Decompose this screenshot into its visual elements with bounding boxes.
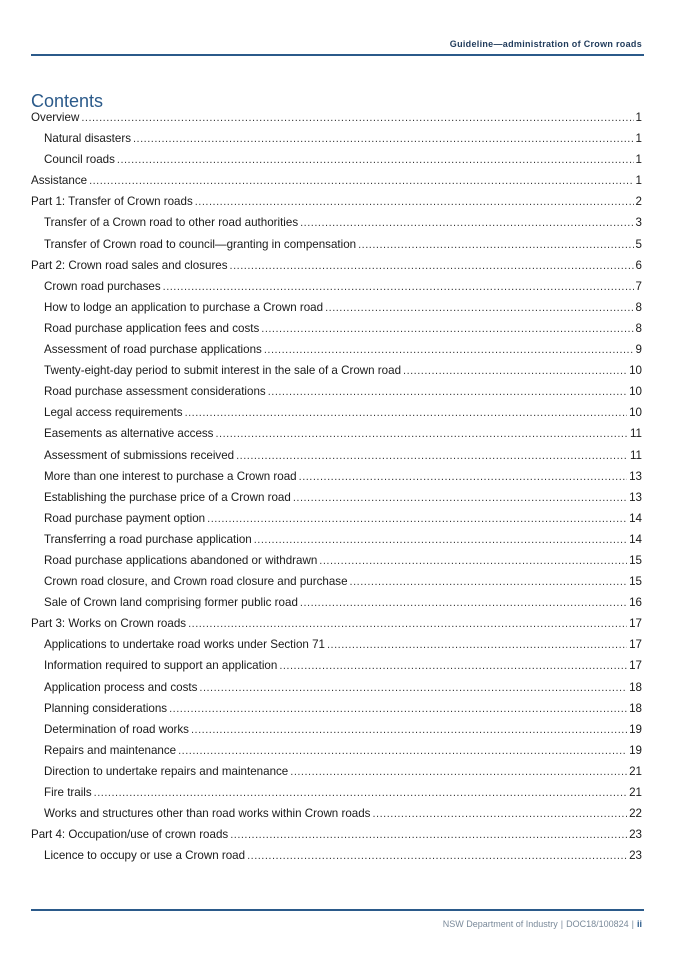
toc-entry-page[interactable]: 18 (629, 701, 642, 715)
toc-dot-leader (293, 488, 627, 509)
toc-entry-title[interactable]: Assessment of submissions received (44, 448, 235, 462)
toc-entry-page[interactable]: 10 (629, 406, 642, 420)
toc-dot-leader (268, 382, 627, 403)
toc-entry-title[interactable]: Crown road purchases (44, 279, 161, 293)
toc-entry[interactable] (31, 128, 642, 149)
toc-entry[interactable] (31, 445, 642, 466)
toc-entry[interactable] (31, 466, 642, 487)
toc-entry-page[interactable]: 6 (635, 258, 642, 272)
toc-entry-page[interactable]: 3 (635, 216, 642, 230)
toc-entry[interactable] (31, 761, 642, 782)
toc-entry[interactable] (31, 423, 642, 444)
toc-entry-title[interactable]: Licence to occupy or use a Crown road (44, 849, 246, 863)
toc-entry-title[interactable]: Twenty-eight-day period to submit interest in the sale of a Crown road (44, 364, 402, 378)
toc-entry-title[interactable]: Natural disasters (44, 132, 131, 146)
toc-entry-page[interactable]: 23 (629, 828, 642, 842)
toc-entry[interactable] (31, 107, 642, 128)
toc-entry-page[interactable]: 13 (629, 490, 642, 504)
toc-entry-page[interactable]: 8 (635, 321, 642, 335)
toc-dot-leader (188, 614, 627, 635)
toc-entry-page[interactable]: 15 (629, 575, 642, 589)
toc-dot-leader (403, 361, 627, 382)
toc-entry[interactable] (31, 508, 642, 529)
toc-entry[interactable] (31, 170, 642, 191)
toc-dot-leader (94, 783, 627, 804)
toc-dot-leader (133, 129, 634, 150)
toc-dot-leader (299, 467, 627, 488)
toc-entry-page[interactable]: 14 (629, 532, 642, 546)
toc-entry[interactable] (31, 740, 642, 761)
toc-entry-title[interactable]: Legal access requirements (44, 406, 183, 420)
toc-entry-page[interactable]: 16 (629, 596, 642, 610)
toc-entry-page[interactable]: 1 (635, 174, 642, 188)
toc-entry-title[interactable]: Fire trails (44, 786, 92, 799)
footer-rule (31, 909, 644, 911)
toc-entry[interactable] (31, 191, 642, 212)
toc-entry-title[interactable]: Transferring a road purchase application (44, 532, 252, 546)
toc-entry[interactable] (31, 550, 642, 571)
toc-dot-leader (117, 150, 634, 171)
toc-entry-page[interactable]: 1 (635, 111, 642, 124)
toc-entry[interactable] (31, 339, 642, 360)
table-of-contents (31, 107, 642, 866)
toc-dot-leader (300, 213, 633, 234)
toc-dot-leader (199, 678, 627, 699)
toc-entry-page[interactable]: 22 (629, 807, 642, 821)
toc-entry-page[interactable]: 10 (629, 385, 642, 399)
toc-dot-leader (264, 340, 634, 361)
toc-dot-leader (236, 446, 628, 467)
toc-entry-title[interactable]: Road purchase applications abandoned or withdrawn (44, 553, 318, 567)
toc-dot-leader (169, 699, 627, 720)
toc-dot-leader (89, 171, 633, 192)
toc-dot-leader (325, 298, 633, 319)
toc-entry-page[interactable]: 17 (629, 659, 642, 673)
toc-entry-page[interactable]: 11 (629, 427, 642, 441)
toc-entry-title[interactable]: More than one interest to purchase a Crown road (44, 469, 297, 483)
toc-dot-leader (191, 720, 627, 741)
toc-entry-title[interactable]: Part 2: Crown road sales and closures (31, 258, 228, 272)
toc-dot-leader (254, 530, 627, 551)
toc-entry[interactable] (31, 824, 642, 845)
toc-entry-page[interactable]: 19 (629, 722, 642, 736)
toc-dot-leader (261, 319, 633, 340)
toc-entry-title[interactable]: Road purchase assessment considerations (44, 385, 266, 399)
toc-dot-leader (195, 192, 634, 213)
page-footer (443, 919, 642, 929)
toc-dot-leader (230, 256, 634, 277)
toc-entry-title[interactable]: Assistance (31, 174, 88, 188)
toc-entry-title[interactable]: Works and structures other than road works within Crown roads (44, 807, 371, 821)
toc-entry[interactable] (31, 402, 642, 423)
toc-entry-title[interactable]: How to lodge an application to purchase a Crown road (44, 300, 324, 314)
toc-entry-page[interactable]: 19 (629, 743, 642, 757)
toc-dot-leader (247, 846, 627, 867)
toc-entry[interactable] (31, 845, 642, 866)
toc-entry-page[interactable]: 10 (629, 364, 642, 378)
toc-dot-leader (327, 635, 627, 656)
toc-entry[interactable] (31, 212, 642, 233)
toc-entry-page[interactable]: 9 (635, 343, 642, 357)
toc-entry-title[interactable]: Part 4: Occupation/use of crown roads (31, 828, 229, 842)
toc-entry-page[interactable]: 1 (635, 132, 642, 146)
toc-entry-title[interactable]: Repairs and maintenance (44, 743, 177, 757)
footer-separator: | (631, 919, 634, 929)
toc-entry[interactable] (31, 529, 642, 550)
toc-dot-leader (279, 656, 627, 677)
toc-dot-leader (230, 825, 627, 846)
toc-entry[interactable] (31, 381, 642, 402)
footer-department: NSW Department of Industry (442, 919, 558, 929)
toc-entry-title[interactable]: Planning considerations (44, 701, 168, 715)
toc-entry-page[interactable]: 7 (635, 279, 642, 293)
toc-entry-page[interactable]: 8 (635, 300, 642, 314)
toc-entry[interactable] (31, 655, 642, 676)
toc-entry[interactable] (31, 592, 642, 613)
footer-separator: | (560, 919, 564, 929)
toc-entry-page[interactable]: 21 (629, 764, 642, 778)
toc-entry-title[interactable]: Information required to support an application (44, 659, 278, 673)
toc-entry-page[interactable]: 17 (629, 617, 642, 631)
toc-entry-page[interactable]: 21 (629, 786, 642, 799)
toc-entry[interactable] (31, 571, 642, 592)
toc-entry-title[interactable]: Road purchase payment option (44, 511, 206, 525)
toc-entry[interactable] (31, 360, 642, 381)
toc-entry-title[interactable]: Determination of road works (44, 722, 189, 736)
toc-dot-leader (358, 235, 633, 256)
toc-entry-title[interactable]: Assessment of road purchase applications (44, 343, 262, 357)
toc-entry-page[interactable]: 23 (629, 849, 642, 863)
toc-dot-leader (300, 593, 627, 614)
contents-heading: Contents (31, 91, 104, 112)
toc-entry-title[interactable]: Easements as alternative access (44, 427, 214, 441)
toc-entry-title[interactable]: Overview (31, 111, 80, 124)
toc-entry-page[interactable]: 1 (635, 153, 642, 167)
toc-dot-leader (163, 277, 634, 298)
toc-entry[interactable] (31, 318, 642, 339)
toc-dot-leader (178, 741, 627, 762)
header-rule (31, 54, 644, 56)
toc-entry-title[interactable]: Sale of Crown land comprising former public road (44, 596, 298, 610)
toc-entry-title[interactable]: Applications to undertake road works under Section 71 (44, 638, 325, 652)
running-header-title: Guideline—administration of Crown roads (449, 39, 642, 49)
toc-entry-title[interactable]: Application process and costs (44, 680, 198, 694)
toc-dot-leader (319, 551, 627, 572)
toc-entry-page[interactable]: 18 (629, 680, 642, 694)
toc-dot-leader (215, 424, 627, 445)
toc-dot-leader (290, 762, 627, 783)
toc-entry[interactable] (31, 782, 642, 803)
toc-entry-title[interactable]: Part 1: Transfer of Crown roads (31, 195, 193, 209)
toc-dot-leader (81, 108, 633, 129)
toc-entry-page[interactable]: 15 (629, 553, 642, 567)
toc-entry-title[interactable]: Part 3: Works on Crown roads (31, 617, 187, 631)
toc-entry-page[interactable]: 11 (629, 448, 642, 462)
toc-entry[interactable] (31, 255, 642, 276)
toc-entry[interactable] (31, 677, 642, 698)
toc-entry[interactable] (31, 634, 642, 655)
toc-entry-page[interactable]: 5 (635, 237, 642, 251)
toc-entry[interactable] (31, 803, 642, 824)
toc-entry[interactable] (31, 613, 642, 634)
footer-page-number: ii (636, 919, 642, 929)
toc-entry-title[interactable]: Transfer of Crown road to council—granting in compensation (44, 237, 357, 251)
toc-entry[interactable] (31, 487, 642, 508)
toc-entry[interactable] (31, 149, 642, 170)
toc-entry-title[interactable]: Transfer of a Crown road to other road authorities (44, 216, 299, 230)
toc-dot-leader (350, 572, 628, 593)
toc-entry-page[interactable]: 13 (629, 469, 642, 483)
toc-entry-title[interactable]: Council roads (44, 153, 115, 167)
toc-entry-page[interactable]: 2 (635, 195, 642, 209)
toc-entry[interactable] (31, 276, 642, 297)
toc-entry-title[interactable]: Establishing the purchase price of a Crown road (44, 490, 291, 504)
toc-entry-title[interactable]: Road purchase application fees and costs (44, 321, 260, 335)
footer-doc-ref: DOC18/100824 (566, 919, 629, 929)
toc-dot-leader (372, 804, 627, 825)
toc-entry-page[interactable]: 17 (629, 638, 642, 652)
toc-dot-leader (185, 403, 628, 424)
toc-entry-page[interactable]: 14 (629, 511, 642, 525)
toc-entry[interactable] (31, 698, 642, 719)
toc-entry-title[interactable]: Crown road closure, and Crown road closure and purchase (44, 575, 348, 589)
toc-entry-title[interactable]: Direction to undertake repairs and maintenance (44, 764, 289, 778)
toc-dot-leader (207, 509, 627, 530)
toc-entry[interactable] (31, 234, 642, 255)
toc-entry[interactable] (31, 719, 642, 740)
toc-entry[interactable] (31, 297, 642, 318)
